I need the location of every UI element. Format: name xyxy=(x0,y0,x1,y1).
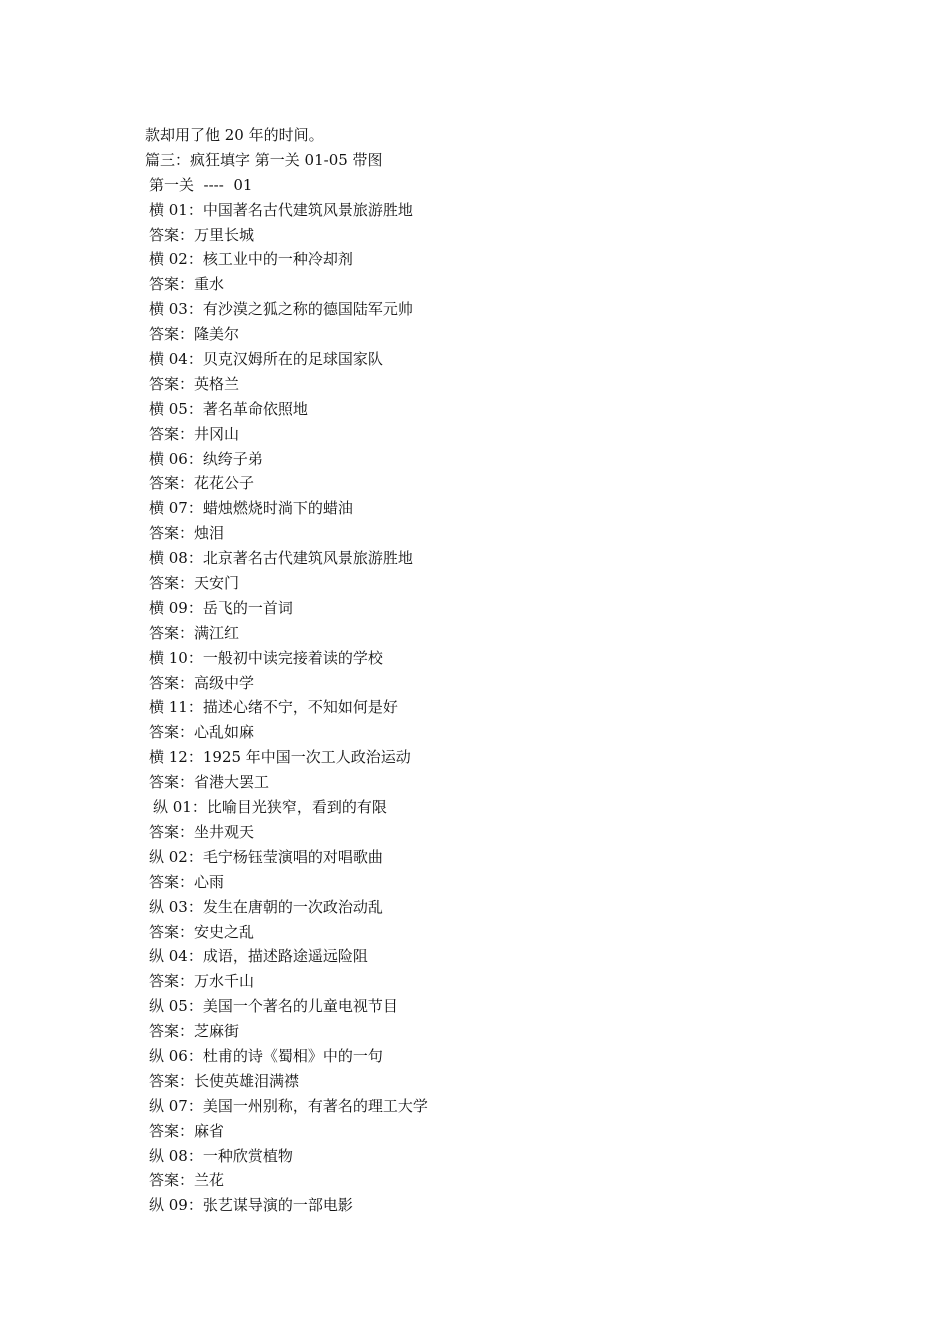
answer-line: 答案：满江红 xyxy=(149,623,240,642)
answer-line: 答案：烛泪 xyxy=(149,524,225,543)
document-body xyxy=(145,123,845,1218)
clue-line: 纵 06：杜甫的诗《蜀相》中的一句 xyxy=(149,1046,383,1065)
clue-line: 纵 01：比喻目光狭窄，看到的有限 xyxy=(153,798,387,817)
answer-line: 答案：高级中学 xyxy=(149,673,255,692)
clue-line: 纵 09：张艺谋导演的一部电影 xyxy=(149,1196,353,1215)
answer-line: 答案：隆美尔 xyxy=(149,325,240,344)
answer-line: 答案：万水千山 xyxy=(149,972,255,991)
clue-line: 纵 07：美国一州别称，有著名的理工大学 xyxy=(149,1096,428,1115)
clue-line: 横 08：北京著名古代建筑风景旅游胜地 xyxy=(149,549,413,568)
paragraph-line: 款却用了他 20 年的时间。 xyxy=(145,126,324,144)
clue-line: 横 11：描述心绪不宁，不知如何是好 xyxy=(149,698,398,717)
answer-line: 答案：心雨 xyxy=(149,872,225,891)
answer-line: 答案：万里长城 xyxy=(149,225,255,244)
answer-line: 答案：花花公子 xyxy=(149,474,255,493)
clue-line: 横 10：一般初中读完接着读的学校 xyxy=(149,648,383,667)
answer-line: 答案：芝麻街 xyxy=(149,1022,240,1041)
clue-line: 横 02：核工业中的一种冷却剂 xyxy=(149,250,353,269)
level-heading: 第一关 ---- 01 xyxy=(149,175,253,194)
clue-line: 横 04：贝克汉姆所在的足球国家队 xyxy=(149,350,383,369)
clue-line: 横 05：著名革命依照地 xyxy=(149,399,308,418)
answer-line: 答案：长使英雄泪满襟 xyxy=(149,1071,300,1090)
clue-line: 横 06：纨绔子弟 xyxy=(149,449,263,468)
answer-line: 答案：英格兰 xyxy=(149,374,240,393)
clue-line: 纵 03：发生在唐朝的一次政治动乱 xyxy=(149,897,383,916)
clue-line: 纵 04：成语，描述路途遥远险阻 xyxy=(149,947,368,966)
answer-line: 答案：麻省 xyxy=(149,1121,225,1140)
answer-line: 答案：安史之乱 xyxy=(149,922,255,941)
answer-line: 答案：井冈山 xyxy=(149,424,240,443)
clue-line: 纵 08：一种欣赏植物 xyxy=(149,1146,293,1165)
clue-line: 纵 05：美国一个著名的儿童电视节目 xyxy=(149,997,398,1016)
answer-line: 答案：天安门 xyxy=(149,574,240,593)
answer-line: 答案：重水 xyxy=(149,275,225,294)
clue-line: 横 03：有沙漠之狐之称的德国陆军元帅 xyxy=(149,300,413,319)
clue-line: 横 09：岳飞的一首词 xyxy=(149,598,293,617)
answer-line: 答案：坐井观天 xyxy=(149,822,255,841)
answer-line: 答案：省港大罢工 xyxy=(149,773,270,792)
clue-line: 纵 02：毛宁杨钰莹演唱的对唱歌曲 xyxy=(149,847,383,866)
answer-line: 答案：心乱如麻 xyxy=(149,723,255,742)
clue-line: 横 12：1925 年中国一次工人政治运动 xyxy=(149,748,411,767)
section-heading: 篇三：疯狂填字 第一关 01-05 带图 xyxy=(145,150,383,169)
clue-line: 横 07：蜡烛燃烧时淌下的蜡油 xyxy=(149,499,353,518)
answer-line: 答案：兰花 xyxy=(149,1171,225,1190)
clue-line: 横 01：中国著名古代建筑风景旅游胜地 xyxy=(149,200,413,219)
